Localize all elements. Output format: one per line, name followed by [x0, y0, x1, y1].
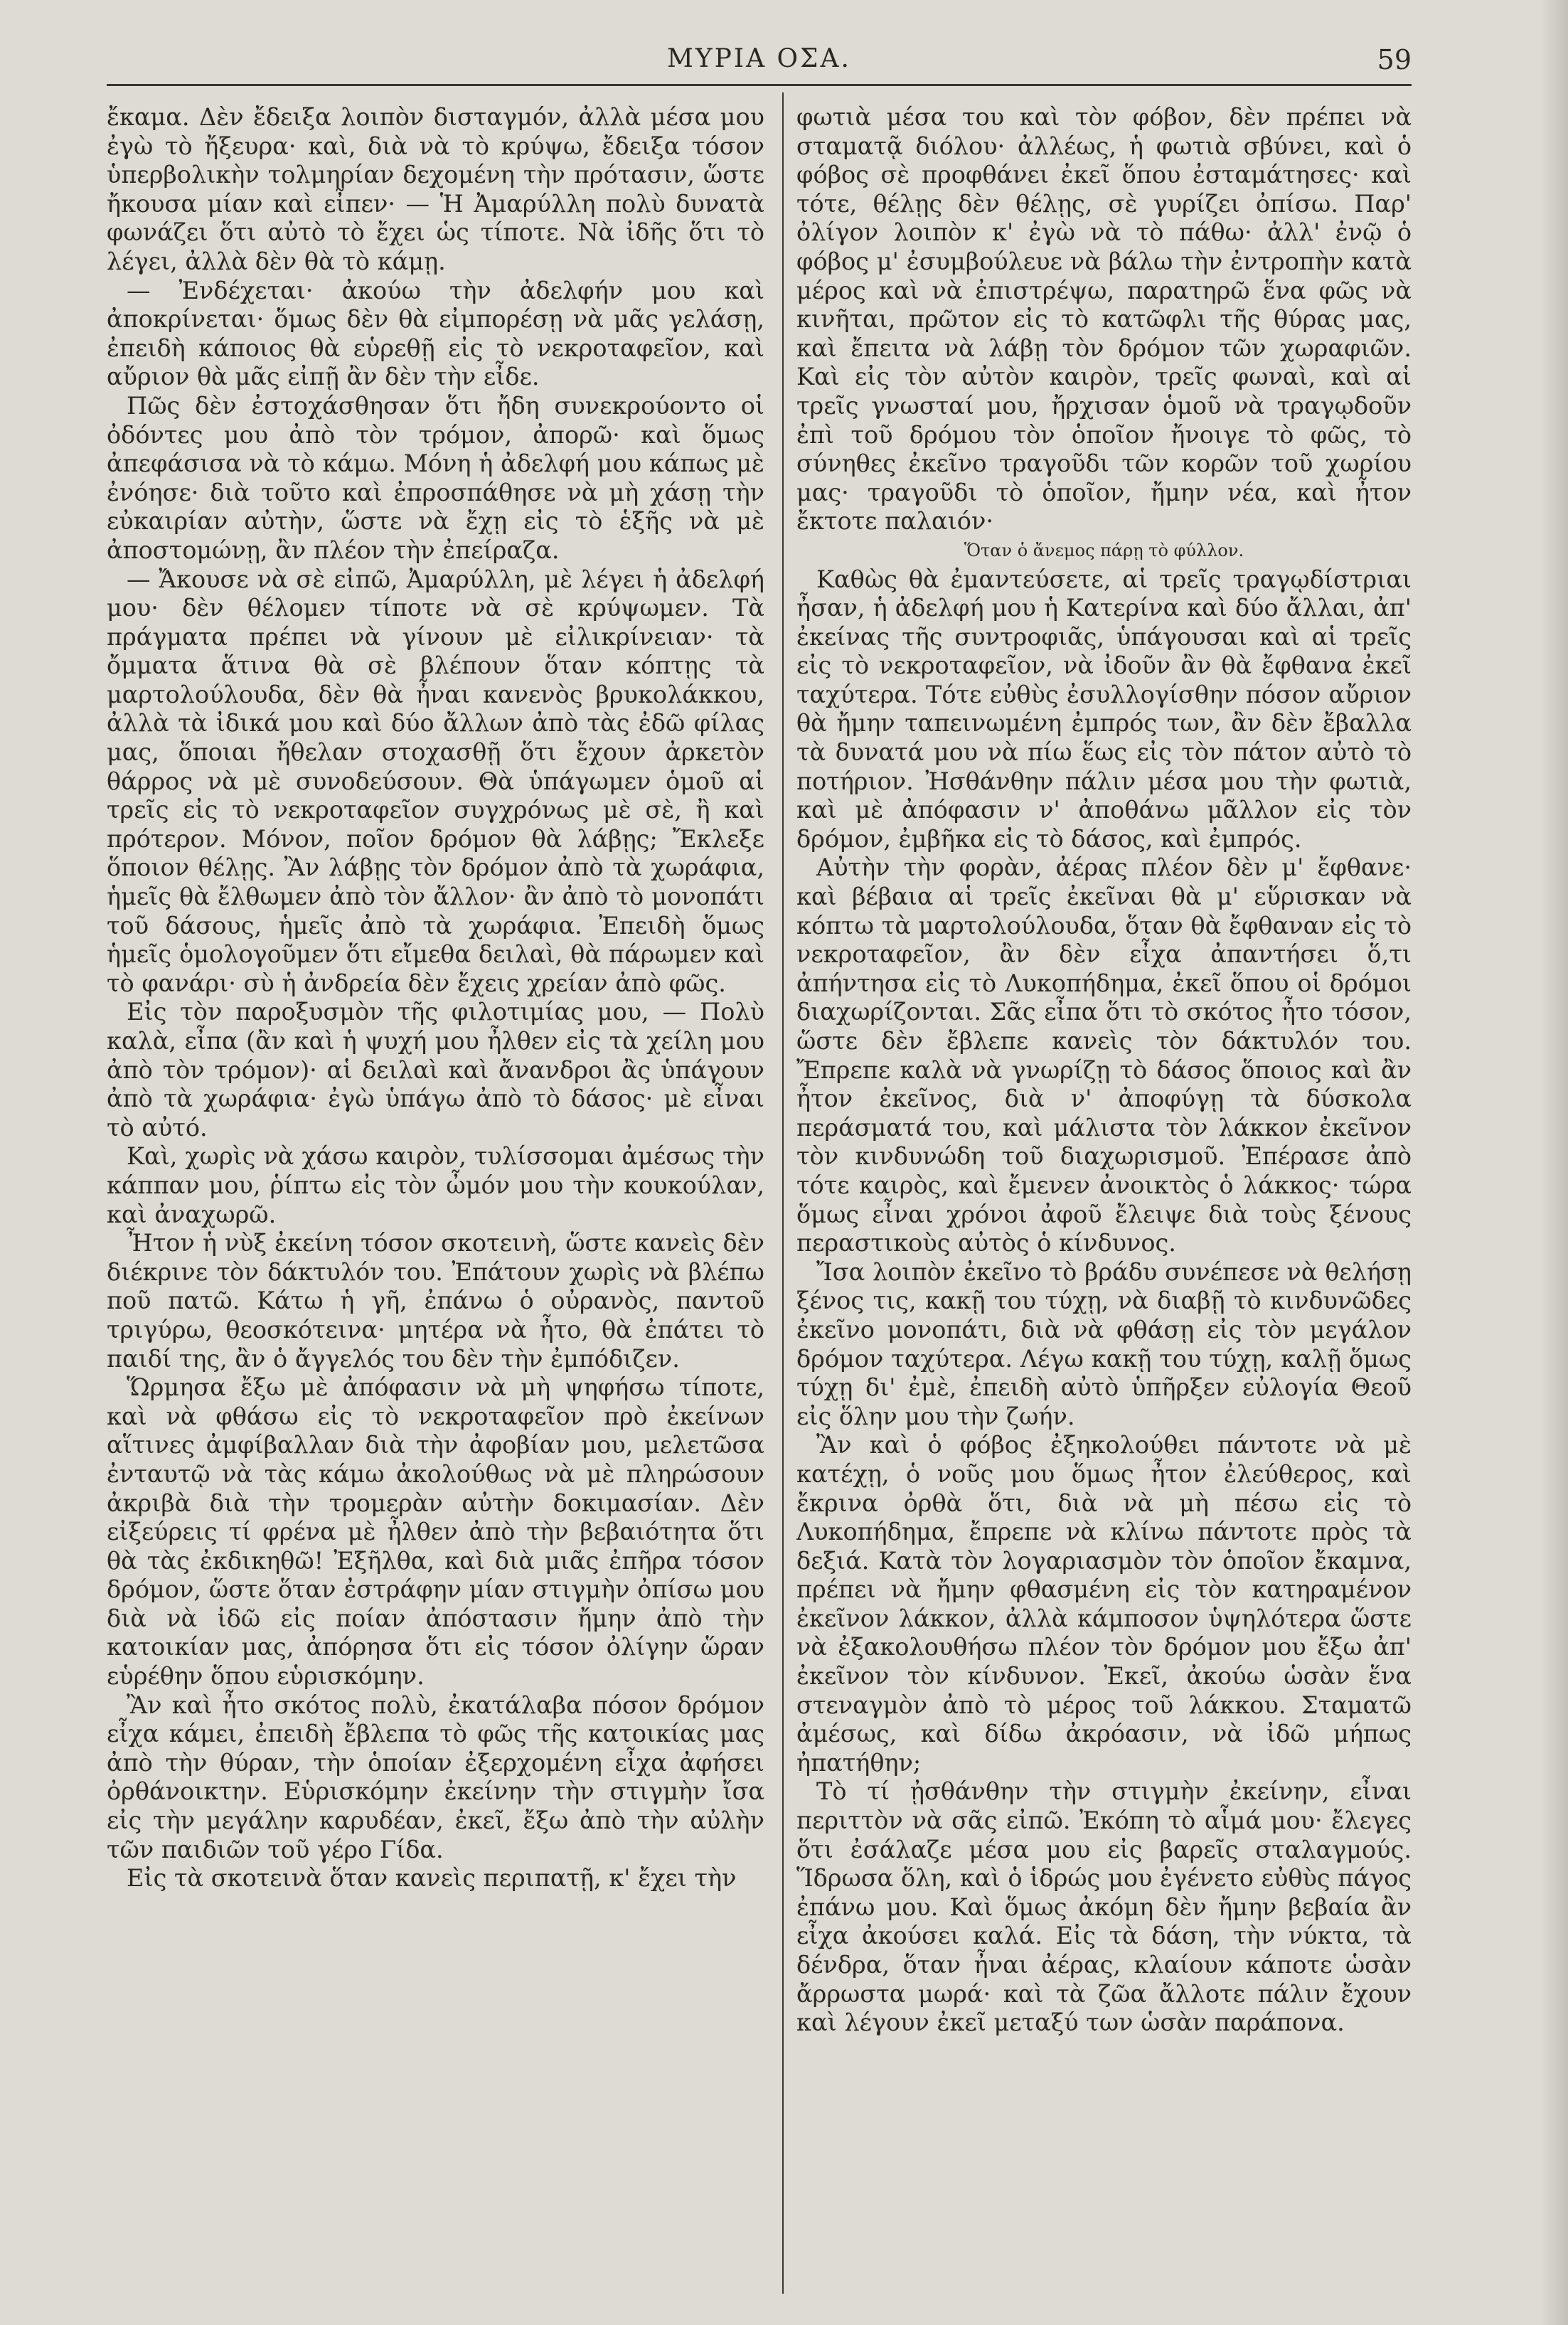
paragraph: Καὶ, χωρὶς νὰ χάσω καιρὸν, τυλίσσομαι ἀμέσως τὴν κάππαν μου, ῥίπτω εἰς τὸν ὦμόν μου τὴν κουκούλαν, καὶ ἀναχωρῶ.: [107, 1142, 764, 1228]
paragraph: Εἰς τὸν παροξυσμὸν τῆς φιλοτιμίας μου, — Πολὺ καλὰ, εἶπα (ἂν καὶ ἡ ψυχή μου ἦλθεν εἰς τὰ χείλη μου ἀπὸ τὸν τρόμον)· αἱ δειλαὶ καὶ ἄνανδροι ἂς ὑπάγουν ἀπὸ τὰ χωράφια· ἐγὼ ὑπάγω ἀπὸ τὸ δάσος· μὲ εἶναι τὸ αὐτό.: [107, 998, 764, 1142]
right-column: [796, 103, 1412, 2294]
column-divider: [782, 92, 784, 2294]
page-edge-shadow: [1540, 0, 1568, 2325]
running-title: ΜΥΡΙΑ ΟΣΑ.: [667, 44, 851, 73]
paragraph: ἔκαμα. Δὲν ἔδειξα λοιπὸν δισταγμόν, ἀλλὰ μέσα μου ἐγὼ τὸ ἤξευρα· καὶ, διὰ νὰ τὸ κρύψω, ἔδειξα τόσον ὑπερβολικὴν τολμηρίαν δεχομένη τὴν πρότασιν, ὥστε ἤκουσα μίαν καὶ εἶπεν· — Ἡ Ἀμαρύλλη πολὺ δυνατὰ φωνάζει ὅτι αὐτὸ τὸ ἔχει ὡς τίποτε. Νὰ ἰδῆς ὅτι τὸ λέγει, ἀλλὰ δὲν θὰ τὸ κάμῃ.: [107, 103, 764, 275]
paragraph: — Ἐνδέχεται· ἀκούω τὴν ἀδελφήν μου καὶ ἀποκρίνεται· ὅμως δὲν θὰ εἰμπορέσῃ νὰ μᾶς γελάσῃ, ἐπειδὴ κάποιος θὰ εὑρεθῇ εἰς τὸ νεκροταφεῖον, καὶ αὔριον θὰ μᾶς εἰπῇ ἂν δὲν τὴν εἶδε.: [107, 276, 764, 391]
left-column: [107, 103, 764, 2294]
paragraph: φωτιὰ μέσα του καὶ τὸν φόβον, δὲν πρέπει νὰ σταματᾷ διόλου· ἀλλέως, ἡ φωτιὰ σβύνει, καὶ ὁ φόβος σὲ προφθάνει ἐκεῖ ὅπου ἐσταμάτησες· καὶ τότε, θέλῃς δὲν θέλῃς, σὲ γυρίζει ὀπίσω. Παρ' ὀλίγον λοιπὸν κ' ἐγὼ νὰ τὸ πάθω· ἀλλ' ἐνῷ ὁ φόβος μ' ἐσυμβούλευε νὰ βάλω τὴν ἐντροπὴν κατὰ μέρος καὶ νὰ ἐπιστρέψω, παρατηρῶ ἕνα φῶς νὰ κινῆται, πρῶτον εἰς τὸ κατῶφλι τῆς θύρας μας, καὶ ἔπειτα νὰ λάβῃ τὸν δρόμον τῶν χωραφιῶν. Καὶ εἰς τὸν αὐτὸν καιρὸν, τρεῖς φωναὶ, καὶ αἱ τρεῖς γνωσταί μου, ἤρχισαν ὁμοῦ νὰ τραγῳδοῦν ἐπὶ τοῦ δρόμου τὸν ὁποῖον ἤνοιγε τὸ φῶς, τὸ σύνηθες ἐκεῖνο τραγοῦδι τῶν κορῶν τοῦ χωρίου μας· τραγοῦδι τὸ ὁποῖον, ἤμην νέα, καὶ ἦτον ἔκτοτε παλαιόν·: [796, 103, 1412, 536]
paragraph: Πῶς δὲν ἐστοχάσθησαν ὅτι ἤδη συνεκρούοντο οἱ ὀδόντες μου ἀπὸ τὸν τρόμον, ἀπορῶ· καὶ ὅμως ἀπεφάσισα νὰ τὸ κάμω. Μόνη ἡ ἀδελφή μου κάπως μὲ ἐνόησε· διὰ τοῦτο καὶ ἐπροσπάθησε νὰ μὴ χάσῃ τὴν εὐκαιρίαν αὐτὴν, ὥστε νὰ ἔχῃ εἰς τὸ ἑξῆς νὰ μὲ ἀποστομώνῃ, ἂν πλέον τὴν ἐπείραζα.: [107, 391, 764, 564]
running-header: [107, 37, 1412, 80]
paragraph: Καθὼς θὰ ἐμαντεύσετε, αἱ τρεῖς τραγῳδίστριαι ἦσαν, ἡ ἀδελφή μου ἡ Κατερίνα καὶ δύο ἄλλαι, ἀπ' ἐκείνας τῆς συντροφιᾶς, ὑπάγουσαι καὶ αἱ τρεῖς εἰς τὸ νεκροταφεῖον, νὰ ἰδοῦν ἂν θὰ ἔφθανα ἐκεῖ ταχύτερα. Τότε εὐθὺς ἐσυλλογίσθην πόσον αὔριον θὰ ἤμην ταπεινωμένη ἐμπρός των, ἂν δὲν ἔβαλλα τὰ δυνατά μου νὰ πίω ἕως εἰς τὸν πάτον αὐτὸ τὸ ποτήριον. Ἠσθάνθην πάλιν μέσα μου τὴν φωτιὰ, καὶ μὲ ἀπόφασιν ν' ἀποθάνω μᾶλλον εἰς τὸν δρόμον, ἐμβῆκα εἰς τὸ δάσος, καὶ ἐμπρός.: [796, 565, 1412, 853]
paragraph: Ἂν καὶ ἦτο σκότος πολὺ, ἐκατάλαβα πόσον δρόμον εἶχα κάμει, ἐπειδὴ ἔβλεπα τὸ φῶς τῆς κατοικίας μας ἀπὸ τὴν θύραν, τὴν ὁποίαν ἐξερχομένη εἶχα ἀφήσει ὀρθάνοικτην. Εὑρισκόμην ἐκείνην τὴν στιγμὴν ἴσα εἰς τὴν μεγάλην καρυδέαν, ἐκεῖ, ἔξω ἀπὸ τὴν αὐλὴν τῶν παιδιῶν τοῦ γέρο Γίδα.: [107, 1691, 764, 1863]
song-verse: Ὅταν ὁ ἄνεμος πάρῃ τὸ φύλλον.: [964, 540, 1244, 560]
paragraph: Ἂν καὶ ὁ φόβος ἐξηκολούθει πάντοτε νὰ μὲ κατέχῃ, ὁ νοῦς μου ὅμως ἦτον ἐλεύθερος, καὶ ἔκρινα ὀρθὰ ὅτι, διὰ νὰ μὴ πέσω εἰς τὸ Λυκοπήδημα, ἔπρεπε νὰ κλίνω πάντοτε πρὸς τὰ δεξιά. Κατὰ τὸν λογαριασμὸν τὸν ὁποῖον ἔκαμνα, πρέπει νὰ ἤμην φθασμένη εἰς τὸν κατηραμένον ἐκεῖνον λάκκον, ἀλλὰ κάμποσον ὑψηλότερα ὥστε νὰ ἐξακολουθήσω πλέον τὸν δρόμον μου ἔξω ἀπ' ἐκεῖνον τὸν κίνδυνον. Ἐκεῖ, ἀκούω ὡσὰν ἕνα στεναγμὸν ἀπὸ τὸ μέρος τοῦ λάκκου. Σταματῶ ἀμέσως, καὶ δίδω ἀκρόασιν, νὰ ἰδῶ μήπως ἠπατήθην;: [796, 1431, 1412, 1777]
paragraph: Αὐτὴν τὴν φορὰν, ἀέρας πλέον δὲν μ' ἔφθανε· καὶ βέβαια αἱ τρεῖς ἐκεῖναι θὰ μ' εὕρισκαν νὰ κόπτω τὰ μαρτολούλουδα, ὅταν θὰ ἔφθαναν εἰς τὸ νεκροταφεῖον, ἂν δὲν εἶχα ἀπαντήσει ὅ,τι ἀπήντησα εἰς τὸ Λυκοπήδημα, ἐκεῖ ὅπου οἱ δρόμοι διαχωρίζονται. Σᾶς εἶπα ὅτι τὸ σκότος ἦτο τόσον, ὥστε δὲν ἔβλεπε κανεὶς τὸν δάκτυλόν του. Ἔπρεπε καλὰ νὰ γνωρίζῃ τὸ δάσος ὅποιος καὶ ἂν ἦτον ἐκεῖνος, διὰ ν' ἀποφύγῃ τὰ δύσκολα περάσματά του, καὶ μάλιστα τὸν λάκκον ἐκεῖνον τὸν κινδυνώδη τοῦ διαχωρισμοῦ. Ἐπέρασε ἀπὸ τότε καιρὸς, καὶ ἔμενεν ἀνοικτὸς ὁ λάκκος· τώρα ὅμως εἶναι χρόνοι ἀφοῦ ἔλειψε διὰ τοὺς ξένους περαστικοὺς αὐτὸς ὁ κίνδυνος.: [796, 853, 1412, 1257]
paragraph: Ἦτον ἡ νὺξ ἐκείνη τόσον σκοτεινὴ, ὥστε κανεὶς δὲν διέκρινε τὸν δάκτυλόν του. Ἐπάτουν χωρὶς νὰ βλέπω ποῦ πατῶ. Κάτω ἡ γῆ, ἐπάνω ὁ οὐρανὸς, παντοῦ τριγύρω, θεοσκότεινα· μητέρα νὰ ἦτο, θὰ ἐπάτει τὸ παιδί της, ἂν ὁ ἄγγελός του δὲν τὴν ἐμπόδιζεν.: [107, 1229, 764, 1373]
page-number: 59: [1377, 44, 1412, 75]
paragraph: — Ἄκουσε νὰ σὲ εἰπῶ, Ἀμαρύλλη, μὲ λέγει ἡ ἀδελφή μου· δὲν θέλομεν τίποτε νὰ σὲ κρύψωμεν. Τὰ πράγματα πρέπει νὰ γίνουν μὲ εἰλικρίνειαν· τὰ ὄμματα ἅτινα θὰ σὲ βλέπουν ὅταν κόπτῃς τὰ μαρτολούλουδα, δὲν θὰ ἦναι κανενὸς βρυκολάκκου, ἀλλὰ τὰ ἰδικά μου καὶ δύο ἄλλων ἀπὸ τὰς ἐδῶ φίλας μας, ὅποιαι ἤθελαν στοχασθῇ ὅτι ἔχουν ἀρκετὸν θάρρος νὰ μὲ συνοδεύσουν. Θὰ ὑπάγωμεν ὁμοῦ αἱ τρεῖς εἰς τὸ νεκροταφεῖον συγχρόνως μὲ σὲ, ἢ καὶ πρότερον. Μόνον, ποῖον δρόμον θὰ λάβῃς; Ἔκλεξε ὅποιον θέλῃς. Ἂν λάβῃς τὸν δρόμον ἀπὸ τὰ χωράφια, ἡμεῖς θὰ ἔλθωμεν ἀπὸ τὸν ἄλλον· ἂν ἀπὸ τὸ μονοπάτι τοῦ δάσους, ἡμεῖς ἀπὸ τὰ χωράφια. Ἐπειδὴ ὅμως ἡμεῖς ὁμολογοῦμεν ὅτι εἴμεθα δειλαὶ, θὰ πάρωμεν καὶ τὸ φανάρι· σὺ ἡ ἀνδρεία δὲν ἔχεις χρείαν ἀπὸ φῶς.: [107, 565, 764, 997]
paragraph: Ἴσα λοιπὸν ἐκεῖνο τὸ βράδυ συνέπεσε νὰ θελήσῃ ξένος τις, κακῇ του τύχῃ, νὰ διαβῇ τὸ κινδυνῶδες ἐκεῖνο μονοπάτι, διὰ νὰ φθάσῃ εἰς τὸν μεγάλον δρόμον ταχύτερα. Λέγω κακῇ του τύχῃ, καλῇ ὅμως τύχῃ δι' ἐμὲ, ἐπειδὴ αὐτὸ ὑπῆρξεν εὐλογία Θεοῦ εἰς ὅλην μου τὴν ζωήν.: [796, 1257, 1412, 1430]
paragraph: Εἰς τὰ σκοτεινὰ ὅταν κανεὶς περιπατῇ, κ' ἔχει τὴν: [127, 1864, 737, 1893]
header-rule: [107, 84, 1412, 86]
paragraph: Ὥρμησα ἔξω μὲ ἀπόφασιν νὰ μὴ ψηφήσω τίποτε, καὶ νὰ φθάσω εἰς τὸ νεκροταφεῖον πρὸ ἐκείνων αἵτινες ἀμφίβαλλαν διὰ τὴν ἀφοβίαν μου, μελετῶσα ἐνταυτῷ νὰ τὰς κάμω ἀκολούθως νὰ μὲ πληρώσουν ἀκριβὰ διὰ τὴν τρομερὰν αὐτὴν δοκιμασίαν. Δὲν εἰξεύρεις τί φρένα μὲ ἦλθεν ἀπὸ τὴν βεβαιότητα ὅτι θὰ τὰς ἐκδικηθῶ! Ἐξῆλθα, καὶ διὰ μιᾶς ἐπῆρα τόσον δρόμον, ὥστε ὅταν ἐστράφην μίαν στιγμὴν ὀπίσω μου διὰ νὰ ἰδῶ εἰς ποίαν ἀπόστασιν ἤμην ἀπὸ τὴν κατοικίαν μας, ἀπόρησα ὅτι εἰς τόσον ὀλίγην ὥραν εὑρέθην ὅπου εὑρισκόμην.: [107, 1373, 764, 1691]
paragraph: Τὸ τί ᾐσθάνθην τὴν στιγμὴν ἐκείνην, εἶναι περιττὸν νὰ σᾶς εἰπῶ. Ἐκόπη τὸ αἷμά μου· ἔλεγες ὅτι ἐσάλαζε μέσα μου εἰς βαρεῖς σταλαγμούς. Ἵδρωσα ὅλη, καὶ ὁ ἱδρώς μου ἐγένετο εὐθὺς πάγος ἐπάνω μου. Καὶ ὅμως ἀκόμη δὲν ἤμην βεβαία ἂν εἶχα ἀκούσει καλά. Εἰς τὰ δάση, τὴν νύκτα, τὰ δένδρα, ὅταν ἦναι ἀέρας, κλαίουν κάποτε ὡσὰν ἄρρωστα μωρά· καὶ τὰ ζῶα ἄλλοτε πάλιν ἔχουν καὶ λέγουν ἐκεῖ μεταξύ των ὡσὰν παράπονα.: [796, 1777, 1412, 2037]
